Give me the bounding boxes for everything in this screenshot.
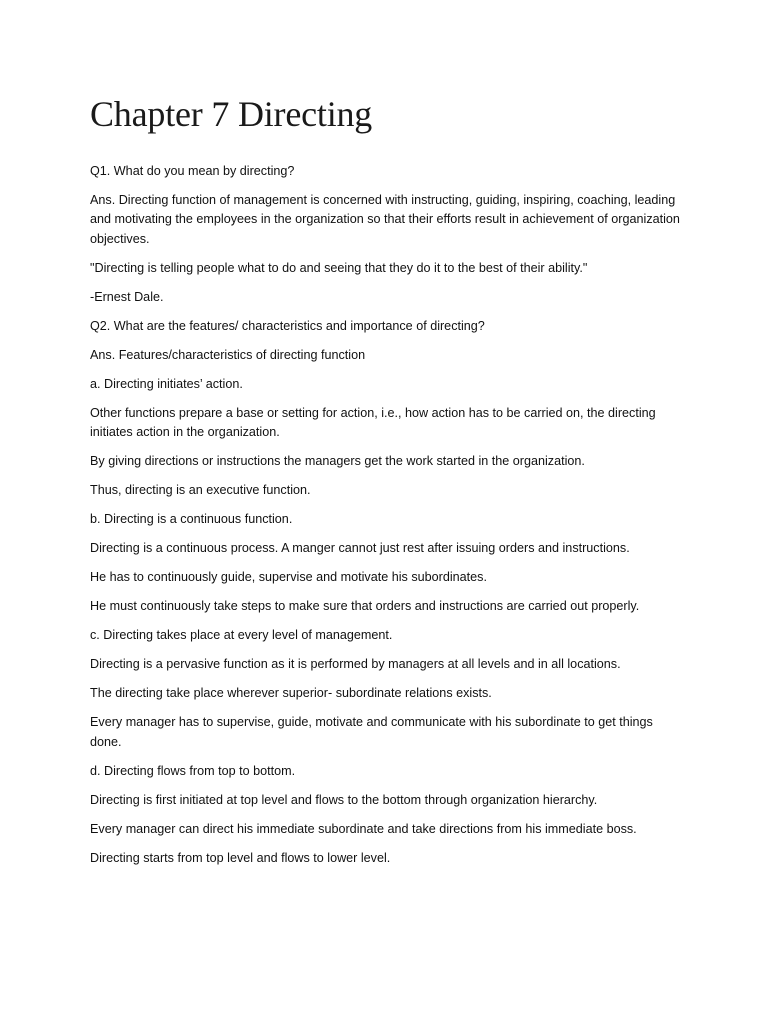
paragraph-feature-c-text-2: The directing take place wherever superior- subordinate relations exists. xyxy=(90,686,492,701)
paragraph-feature-b-text-2: He has to continuously guide, supervise and motivate his subordinates. xyxy=(90,570,487,585)
paragraph-answer-1: Ans. Directing function of management is concerned with instructing, guiding, inspiring, coaching, leading and motivating the employees in the organization so that their efforts result in achievement of organization objectives. xyxy=(90,193,680,246)
paragraph-feature-a-text-1: Other functions prepare a base or setting for action, i.e., how action has to be carried on, the directing initiates action in the organization. xyxy=(90,405,656,440)
paragraph-answer-2: Ans. Features/characteristics of directing function xyxy=(90,347,366,362)
paragraph-q2: Q2. What are the features/ characteristics and importance of directing? xyxy=(90,318,485,333)
paragraph-quote: "Directing is telling people what to do and seeing that they do it to the best of their ability." xyxy=(90,260,588,275)
paragraph-feature-b-text-3: He must continuously take steps to make sure that orders and instructions are carried out properly. xyxy=(90,599,640,614)
paragraph-feature-d-text-3: Directing starts from top level and flows to lower level. xyxy=(90,850,391,865)
paragraph-feature-c-text-1: Directing is a pervasive function as it is performed by managers at all levels and in all locations. xyxy=(90,657,621,672)
document-body xyxy=(90,162,680,878)
paragraph-q1: Q1. What do you mean by directing? xyxy=(90,164,295,178)
paragraph-feature-c-text-3: Every manager has to supervise, guide, motivate and communicate with his subordinate to get things done. xyxy=(90,715,653,749)
paragraph-feature-d-text-2: Every manager can direct his immediate subordinate and take directions from his immediate boss. xyxy=(90,821,637,836)
paragraph-quote-author: -Ernest Dale. xyxy=(90,289,164,304)
paragraph-feature-d-text-1: Directing is first initiated at top level and flows to the bottom through organization hierarchy. xyxy=(90,792,598,807)
paragraph-feature-a: a. Directing initiates’ action. xyxy=(90,376,243,391)
paragraph-feature-a-text-2: By giving directions or instructions the managers get the work started in the organization. xyxy=(90,454,585,469)
paragraph-feature-b: b. Directing is a continuous function. xyxy=(90,512,293,527)
paragraph-feature-a-text-3: Thus, directing is an executive function. xyxy=(90,483,311,498)
paragraph-feature-b-text-1: Directing is a continuous process. A manger cannot just rest after issuing orders and instructions. xyxy=(90,541,630,556)
paragraph-feature-d: d. Directing flows from top to bottom. xyxy=(90,763,296,778)
page-title: Chapter 7 Directing xyxy=(90,94,373,134)
paragraph-feature-c: c. Directing takes place at every level of management. xyxy=(90,628,393,643)
